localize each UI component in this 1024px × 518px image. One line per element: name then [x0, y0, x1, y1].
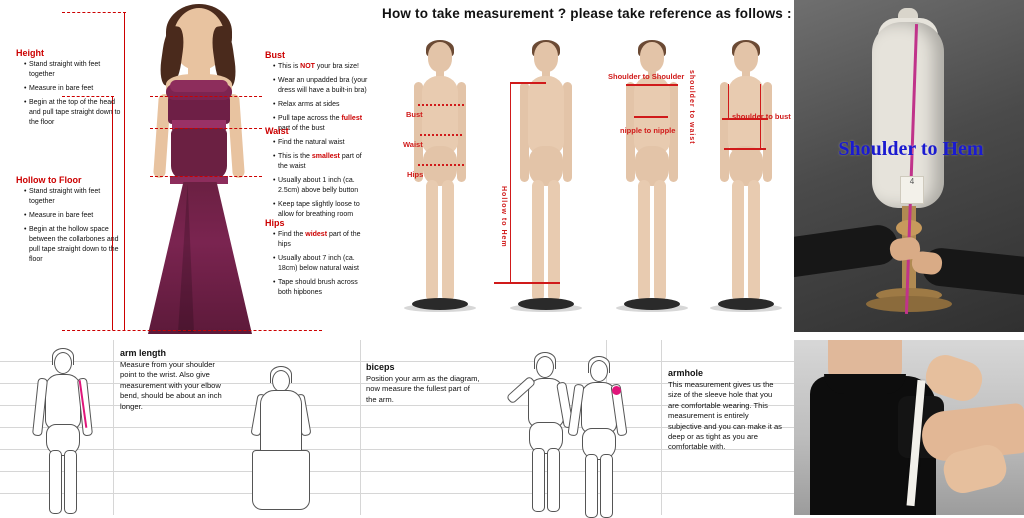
sketch-head [54, 352, 72, 374]
mannequin-arm-right [563, 82, 572, 182]
waist-note-2: • Usually about 1 inch (ca. 2.5cm) above belly button [273, 176, 370, 196]
dress-form-size-tag [900, 176, 924, 204]
hollow-to-hem-bottom-tick [494, 282, 560, 284]
mannequin-bust-waist-hips [398, 42, 482, 332]
hollow-to-floor-title: Hollow to Floor [16, 175, 82, 185]
hips-label: Hips [407, 170, 424, 179]
size-tag-number: 4 [909, 177, 915, 186]
dress-torso [171, 128, 227, 180]
sketch-bodice [260, 390, 302, 454]
hollow-note-block [16, 175, 121, 269]
shoulder-to-waist-label: shoulder to waist [688, 70, 695, 145]
hips-title: Hips [265, 218, 285, 228]
hips-note-block [265, 218, 370, 302]
dress-model-illustration [140, 8, 260, 333]
sketch-torso [45, 374, 81, 430]
armhole-title: armhole [668, 368, 704, 378]
hollow-to-hem-label: Hollow to Hem [500, 186, 507, 248]
dress-form-photo-panel [794, 0, 1024, 340]
armhole-sketch [556, 356, 642, 512]
armhole-marker [612, 386, 621, 395]
waist-tape [420, 134, 462, 136]
mannequin-torso [422, 76, 458, 154]
sketch-skirt [252, 450, 310, 510]
floor-line [62, 330, 322, 331]
shoulder-to-bust-label: shoulder to bust [732, 112, 791, 121]
mannequin-head [534, 42, 558, 72]
height-note-1: • Measure in bare feet [24, 84, 121, 94]
hollow-to-hem-top-tick [510, 82, 546, 84]
mannequin-hollow-to-hem [504, 42, 588, 332]
waist-tick-line [150, 128, 262, 129]
armhole-photo-panel [794, 340, 1024, 515]
waist-note-1: • This is the smallest part of the waist [273, 152, 370, 172]
hips-tick-line [150, 176, 262, 177]
nipple-to-nipple-tape [634, 116, 668, 118]
hips-tape [418, 164, 464, 166]
dress-skirt [148, 182, 252, 334]
person-hand-right [911, 250, 943, 275]
bust-tape [418, 104, 464, 106]
height-note-block [16, 48, 121, 132]
mannequin-leg-left [638, 180, 650, 300]
mannequin-base [412, 298, 468, 310]
mannequin-arm-right [457, 82, 466, 182]
sketch-head [536, 356, 554, 378]
height-note-0: • Stand straight with feet together [24, 60, 121, 80]
shoulder-to-hem-caption: Shoulder to Hem [838, 138, 984, 160]
sketch-head [272, 370, 290, 392]
waist-note-0: • Find the natural waist [273, 138, 370, 148]
bust-note-0: • This is NOT your bra size! [273, 62, 370, 72]
mannequin-leg-left [426, 180, 438, 300]
how-to-title: How to take measurement ? please take reference as follows : [382, 6, 792, 21]
bust-label: Bust [406, 110, 423, 119]
mannequin-arm-right [763, 82, 772, 182]
height-measure-line [124, 12, 125, 330]
mannequin-torso [634, 76, 670, 154]
mannequin-shoulder-to-bust [704, 42, 788, 332]
armhole-text: This measurement gives us the size of the sleeve hole that you are comfortable wearing. This measurement is entirely subjective and you can make it as deep or as tight as you are comfortable with. [668, 380, 782, 452]
arm-length-text: Measure from your shoulder point to the wrist. Also give measurement with your elbow bend, should be about an inch longer. [120, 360, 222, 411]
sketch-leg-right [600, 454, 613, 518]
biceps-title: biceps [366, 362, 395, 372]
shoulder-to-shoulder-label: Shoulder to Shoulder [608, 72, 685, 81]
mannequin-torso [528, 76, 564, 154]
dress-form-base [866, 296, 952, 312]
how-to-measure-panel [370, 0, 794, 340]
nipple-to-nipple-label: nipple to nipple [620, 126, 676, 135]
sketch-leg-left [49, 450, 62, 514]
height-note-2: • Begin at the top of the head and pull tape straight down to the floor [24, 98, 121, 128]
hips-note-2: • Tape should brush across both hipbones [273, 278, 370, 298]
rule-divider-2 [360, 340, 361, 515]
dress-sketch [236, 366, 326, 516]
bust-tick-line [150, 96, 262, 97]
hips-note-1: • Usually about 7 inch (ca. 18cm) below natural waist [273, 254, 370, 274]
height-title: Height [16, 48, 44, 58]
arm-length-sketch [22, 348, 102, 508]
waist-title: Waist [265, 126, 289, 136]
biceps-text: Position your arm as the diagram, now measure the fullest part of the arm. [366, 374, 480, 404]
hollow-to-hem-line [510, 82, 511, 282]
mannequin-head [640, 42, 664, 72]
bust-title: Bust [265, 50, 285, 60]
bust-note-2: • Relax arms at sides [273, 100, 370, 110]
bust-note-1: • Wear an unpadded bra (your dress will have a built-in bra) [273, 76, 370, 96]
sketch-leg-left [532, 448, 545, 512]
hips-note-0: • Find the widest part of the hips [273, 230, 370, 250]
height-top-tick [62, 12, 126, 13]
sketch-leg-left [585, 454, 598, 518]
mannequin-head [428, 42, 452, 72]
bust-note-block [265, 50, 370, 138]
waist-note-block [265, 126, 370, 224]
mannequin-base [624, 298, 680, 310]
mannequin-leg-right [442, 180, 454, 300]
waist-level-tick [724, 148, 766, 150]
waist-label: Waist [403, 140, 423, 149]
shoulder-to-shoulder-tape [626, 84, 678, 86]
hollow-note-0: • Stand straight with feet together [24, 187, 121, 207]
mannequin-leg-left [732, 180, 744, 300]
waist-note-3: • Keep tape slightly loose to allow for breathing room [273, 200, 370, 220]
shoulder-to-bust-line [728, 84, 729, 118]
mannequin-leg-right [654, 180, 666, 300]
mannequin-base [518, 298, 574, 310]
rule-divider-1 [113, 340, 114, 515]
mannequin-head [734, 42, 758, 72]
hollow-note-1: • Measure in bare feet [24, 211, 121, 221]
dress-ruffle-upper [170, 80, 228, 92]
arm-length-title: arm length [120, 348, 167, 358]
bust-note-3: • Pull tape across the fullest part of the bust [273, 114, 370, 134]
dress-measurement-panel [0, 0, 370, 340]
mannequin-base [718, 298, 774, 310]
mannequin-shoulder-to-shoulder [610, 42, 694, 332]
hollow-note-2: • Begin at the hollow space between the collarbones and pull tape straight down to the floor [24, 225, 121, 265]
mannequin-leg-right [748, 180, 760, 300]
sketch-leg-right [64, 450, 77, 514]
shirt-collar [824, 374, 906, 394]
sketch-head [590, 360, 608, 382]
rule-divider-4 [661, 340, 662, 515]
